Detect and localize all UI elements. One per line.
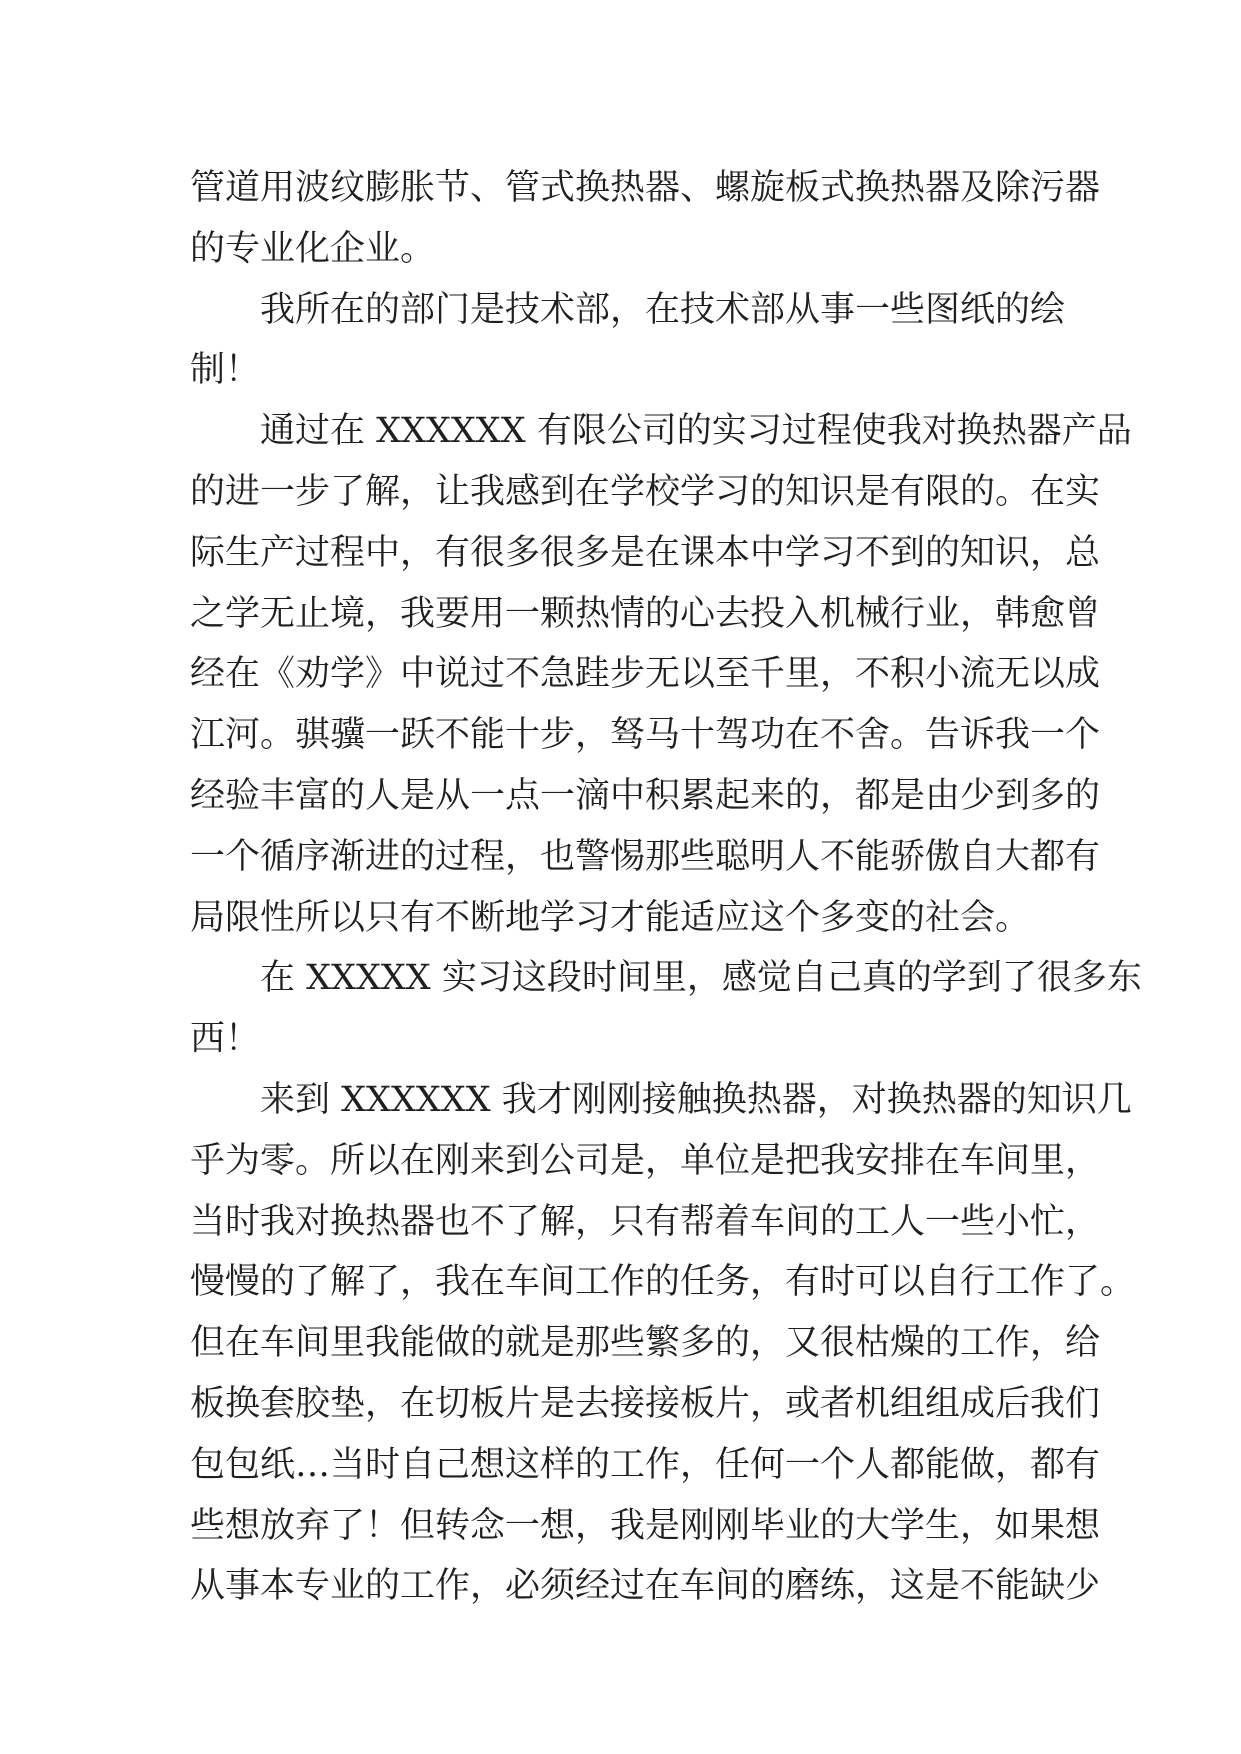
text-line: 些想放弃了！但转念一想，我是刚刚毕业的大学生，如果想 [190, 1505, 1101, 1546]
text-line: 慢慢的了解了，我在车间工作的任务，有时可以自行工作了。 [190, 1262, 1136, 1303]
text-line: 板换套胶垫，在切板片是去接接板片，或者机组组成后我们 [190, 1383, 1101, 1424]
text-line: 在 XXXXX 实习这段时间里，感觉自己真的学到了很多东 [260, 958, 1142, 999]
text-line: 之学无止境，我要用一颗热情的心去投入机械行业，韩愈曾 [190, 593, 1101, 634]
text-line: 但在车间里我能做的就是那些繁多的，又很枯燥的工作，给 [190, 1323, 1101, 1364]
body-text [190, 158, 1142, 1617]
text-line: 西！ [190, 1019, 261, 1060]
text-line: 乎为零。所以在刚来到公司是，单位是把我安排在车间里， [190, 1140, 1101, 1181]
text-line: 从事本专业的工作，必须经过在车间的磨练，这是不能缺少 [190, 1566, 1101, 1607]
text-line: 我所在的部门是技术部，在技术部从事一些图纸的绘 [260, 289, 1066, 330]
text-line: 际生产过程中，有很多很多是在课本中学习不到的知识，总 [190, 532, 1101, 573]
text-line: 局限性所以只有不断地学习才能适应这个多变的社会。 [190, 897, 1031, 938]
text-line: 当时我对换热器也不了解，只有帮着车间的工人一些小忙， [190, 1201, 1101, 1242]
text-line: 来到 XXXXXX 我才刚刚接触换热器，对换热器的知识几 [260, 1079, 1132, 1120]
text-line: 制！ [190, 350, 261, 391]
text-line: 江河。骐骥一跃不能十步，驽马十驾功在不舍。告诉我一个 [190, 715, 1101, 756]
text-line: 通过在 XXXXXX 有限公司的实习过程使我对换热器产品 [260, 411, 1132, 452]
text-line: 一个循序渐进的过程，也警惕那些聪明人不能骄傲自大都有 [190, 836, 1101, 877]
text-line: 包包纸…当时自己想这样的工作，任何一个人都能做，都有 [190, 1444, 1101, 1485]
text-line: 的专业化企业。 [190, 228, 436, 269]
text-line: 的进一步了解，让我感到在学校学习的知识是有限的。在实 [190, 471, 1101, 512]
text-line: 管道用波纹膨胀节、管式换热器、螺旋板式换热器及除污器 [190, 168, 1101, 208]
text-line: 经验丰富的人是从一点一滴中积累起来的，都是由少到多的 [190, 775, 1101, 816]
text-line: 经在《劝学》中说过不急跬步无以至千里，不积小流无以成 [190, 654, 1101, 695]
